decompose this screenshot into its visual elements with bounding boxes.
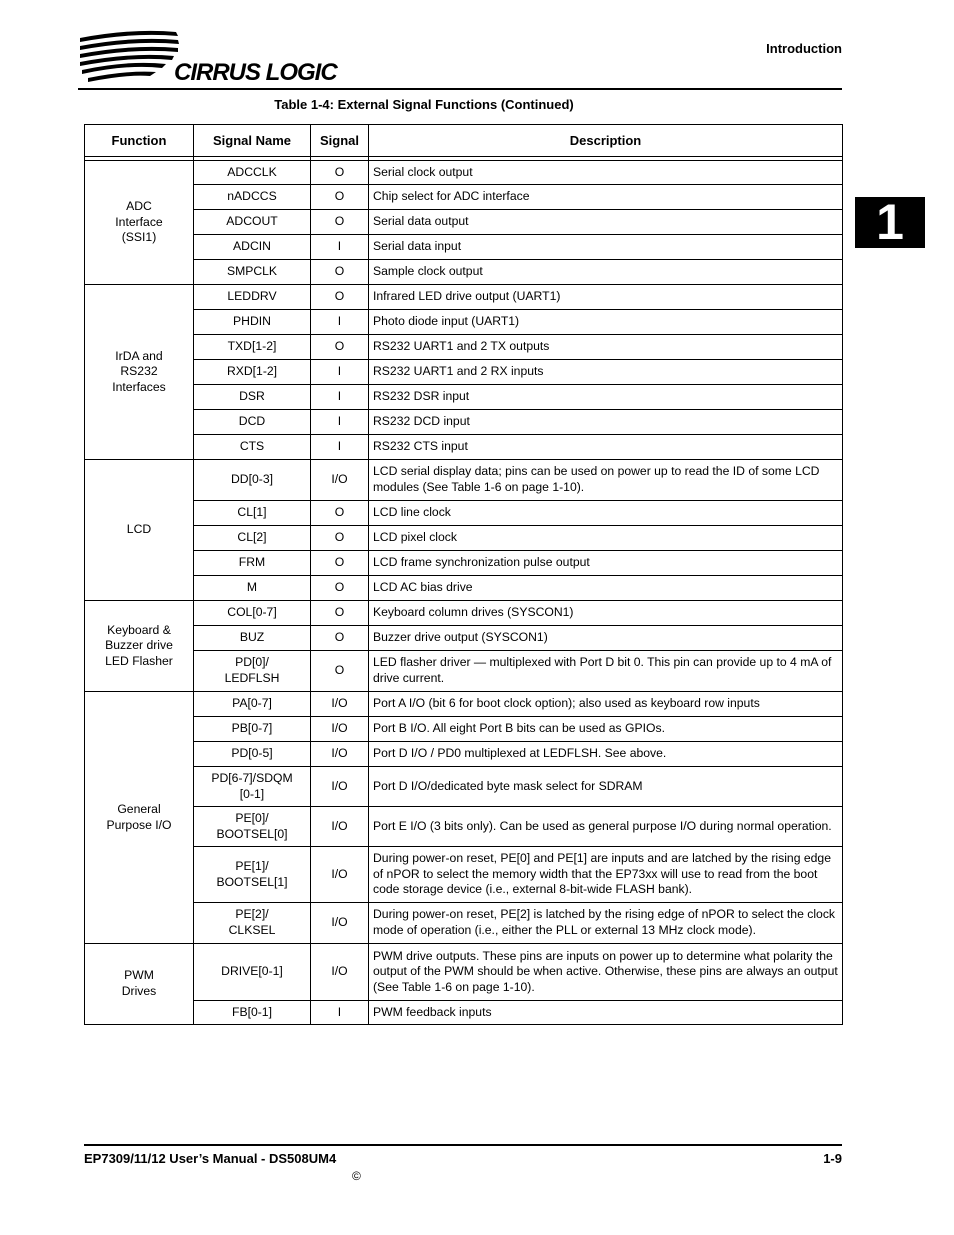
- table-header-row: [85, 125, 843, 157]
- signal-name-cell: PA[0-7]: [194, 692, 311, 717]
- signal-name-cell: ADCIN: [194, 235, 311, 260]
- description-cell: Sample clock output: [369, 260, 843, 285]
- description-cell: During power-on reset, PE[0] and PE[1] are inputs and are latched by the rising edge of nPOR to select the memory width that the EP73xx will use to read from the boot code storage device (i.e., external 8-bit-wide FLASH bank).: [369, 847, 843, 903]
- signal-name-cell: BUZ: [194, 626, 311, 651]
- description-cell: Serial data input: [369, 235, 843, 260]
- description-cell: LCD serial display data; pins can be used on power up to read the ID of some LCD modules (See Table 1-6 on page 1-10).: [369, 460, 843, 501]
- signal-direction-cell: O: [311, 501, 369, 526]
- table-row: [85, 385, 843, 410]
- table-row: [85, 651, 843, 692]
- description-cell: Infrared LED drive output (UART1): [369, 285, 843, 310]
- signal-name-cell: nADCCS: [194, 185, 311, 210]
- signal-direction-cell: O: [311, 601, 369, 626]
- external-signal-functions-table: [84, 124, 843, 1025]
- cirrus-logic-logo: [78, 28, 348, 86]
- signal-direction-cell: I/O: [311, 903, 369, 944]
- function-cell: LCD: [85, 460, 194, 601]
- signal-direction-cell: O: [311, 526, 369, 551]
- description-cell: Serial clock output: [369, 161, 843, 185]
- signal-name-cell: PE[2]/ CLKSEL: [194, 903, 311, 944]
- table-row: [85, 576, 843, 601]
- signal-name-cell: SMPCLK: [194, 260, 311, 285]
- table-row: [85, 944, 843, 1001]
- signal-direction-cell: I: [311, 410, 369, 435]
- column-header-signal: Signal: [311, 125, 369, 157]
- signal-name-cell: LEDDRV: [194, 285, 311, 310]
- signal-direction-cell: I/O: [311, 742, 369, 767]
- table-row: [85, 460, 843, 501]
- signal-direction-cell: O: [311, 285, 369, 310]
- signal-name-cell: CL[2]: [194, 526, 311, 551]
- table-row: [85, 310, 843, 335]
- signal-name-cell: PB[0-7]: [194, 717, 311, 742]
- description-cell: Buzzer drive output (SYSCON1): [369, 626, 843, 651]
- description-cell: Port A I/O (bit 6 for boot clock option); also used as keyboard row inputs: [369, 692, 843, 717]
- page-number: 1-9: [823, 1151, 842, 1166]
- table-row: [85, 285, 843, 310]
- signal-name-cell: ADCOUT: [194, 210, 311, 235]
- table-row: [85, 903, 843, 944]
- logo-swoosh-icon: [80, 31, 179, 82]
- signal-name-cell: PD[0]/ LEDFLSH: [194, 651, 311, 692]
- table-row: [85, 717, 843, 742]
- table-row: [85, 1001, 843, 1025]
- table-body: [85, 157, 843, 1025]
- signal-name-cell: PE[1]/ BOOTSEL[1]: [194, 847, 311, 903]
- signal-direction-cell: O: [311, 260, 369, 285]
- table-row: [85, 161, 843, 185]
- signal-name-cell: CL[1]: [194, 501, 311, 526]
- signal-name-cell: RXD[1-2]: [194, 360, 311, 385]
- signal-direction-cell: I/O: [311, 692, 369, 717]
- table-row: [85, 767, 843, 807]
- description-cell: PWM drive outputs. These pins are inputs on power up to determine what polarity the output of the PWM should be when active. Otherwise, these pins are always an output (See Table 1-6 on page 1-10).: [369, 944, 843, 1001]
- signal-direction-cell: O: [311, 210, 369, 235]
- table-row: [85, 626, 843, 651]
- signal-name-cell: CTS: [194, 435, 311, 460]
- signal-direction-cell: I: [311, 1001, 369, 1025]
- table-row: [85, 410, 843, 435]
- signal-name-cell: M: [194, 576, 311, 601]
- table-row: [85, 235, 843, 260]
- column-header-signal-name: Signal Name: [194, 125, 311, 157]
- chapter-tab: 1: [855, 197, 925, 248]
- table-title: Table 1-4: External Signal Functions (Continued): [274, 97, 574, 112]
- column-header-function: Function: [85, 125, 194, 157]
- table-row: [85, 210, 843, 235]
- table-row: [85, 335, 843, 360]
- table-row: [85, 360, 843, 385]
- description-cell: LED flasher driver — multiplexed with Port D bit 0. This pin can provide up to 4 mA of drive current.: [369, 651, 843, 692]
- description-cell: RS232 UART1 and 2 RX inputs: [369, 360, 843, 385]
- description-cell: LCD line clock: [369, 501, 843, 526]
- description-cell: Port D I/O/dedicated byte mask select for SDRAM: [369, 767, 843, 807]
- signal-direction-cell: I/O: [311, 807, 369, 847]
- signal-name-cell: DSR: [194, 385, 311, 410]
- signal-direction-cell: I/O: [311, 847, 369, 903]
- signal-direction-cell: I/O: [311, 460, 369, 501]
- signal-direction-cell: I: [311, 385, 369, 410]
- signal-name-cell: TXD[1-2]: [194, 335, 311, 360]
- table-row: [85, 601, 843, 626]
- function-cell: Keyboard & Buzzer drive LED Flasher: [85, 601, 194, 692]
- signal-name-cell: COL[0-7]: [194, 601, 311, 626]
- signal-direction-cell: O: [311, 551, 369, 576]
- description-cell: LCD pixel clock: [369, 526, 843, 551]
- description-cell: Photo diode input (UART1): [369, 310, 843, 335]
- description-cell: RS232 UART1 and 2 TX outputs: [369, 335, 843, 360]
- description-cell: Keyboard column drives (SYSCON1): [369, 601, 843, 626]
- description-cell: RS232 DSR input: [369, 385, 843, 410]
- signal-direction-cell: I: [311, 360, 369, 385]
- table-row: [85, 260, 843, 285]
- column-header-description: Description: [369, 125, 843, 157]
- description-cell: PWM feedback inputs: [369, 1001, 843, 1025]
- copyright-mark: ©: [352, 1169, 361, 1183]
- signal-name-cell: PD[0-5]: [194, 742, 311, 767]
- table-row: [85, 742, 843, 767]
- description-cell: Chip select for ADC interface: [369, 185, 843, 210]
- signal-direction-cell: I/O: [311, 767, 369, 807]
- signal-name-cell: FB[0-1]: [194, 1001, 311, 1025]
- signal-name-cell: PD[6-7]/SDQM [0-1]: [194, 767, 311, 807]
- description-cell: Port D I/O / PD0 multiplexed at LEDFLSH. See above.: [369, 742, 843, 767]
- function-cell: IrDA and RS232 Interfaces: [85, 285, 194, 460]
- description-cell: RS232 DCD input: [369, 410, 843, 435]
- table-row: [85, 185, 843, 210]
- description-cell: Port B I/O. All eight Port B bits can be used as GPIOs.: [369, 717, 843, 742]
- description-cell: LCD frame synchronization pulse output: [369, 551, 843, 576]
- description-cell: RS232 CTS input: [369, 435, 843, 460]
- signal-name-cell: DRIVE[0-1]: [194, 944, 311, 1001]
- function-cell: PWM Drives: [85, 944, 194, 1025]
- signal-name-cell: ADCCLK: [194, 161, 311, 185]
- signal-direction-cell: O: [311, 626, 369, 651]
- signal-direction-cell: I: [311, 435, 369, 460]
- signal-direction-cell: O: [311, 335, 369, 360]
- description-cell: LCD AC bias drive: [369, 576, 843, 601]
- signal-direction-cell: I: [311, 235, 369, 260]
- function-cell: General Purpose I/O: [85, 692, 194, 944]
- signal-name-cell: DCD: [194, 410, 311, 435]
- signal-direction-cell: O: [311, 185, 369, 210]
- table-row: [85, 692, 843, 717]
- description-cell: Port E I/O (3 bits only). Can be used as general purpose I/O during normal operation.: [369, 807, 843, 847]
- signal-name-cell: FRM: [194, 551, 311, 576]
- signal-direction-cell: O: [311, 576, 369, 601]
- signal-direction-cell: I: [311, 310, 369, 335]
- signal-name-cell: DD[0-3]: [194, 460, 311, 501]
- footer-divider: [84, 1144, 842, 1146]
- table-row: [85, 435, 843, 460]
- signal-direction-cell: O: [311, 161, 369, 185]
- table-row: [85, 807, 843, 847]
- signal-direction-cell: I/O: [311, 944, 369, 1001]
- table-row: [85, 551, 843, 576]
- function-cell: ADC Interface (SSI1): [85, 161, 194, 285]
- table-row: [85, 501, 843, 526]
- logo-text: CIRRUS LOGIC: [174, 59, 337, 86]
- signal-direction-cell: O: [311, 651, 369, 692]
- description-cell: Serial data output: [369, 210, 843, 235]
- table-row: [85, 526, 843, 551]
- section-title: Introduction: [766, 41, 842, 56]
- header-divider: [78, 88, 842, 90]
- signal-name-cell: PE[0]/ BOOTSEL[0]: [194, 807, 311, 847]
- manual-title: EP7309/11/12 User’s Manual - DS508UM4: [84, 1151, 337, 1166]
- table-row: [85, 847, 843, 903]
- description-cell: During power-on reset, PE[2] is latched by the rising edge of nPOR to select the clock mode of operation (i.e., either the PLL or external 13 MHz clock mode).: [369, 903, 843, 944]
- signal-name-cell: PHDIN: [194, 310, 311, 335]
- signal-direction-cell: I/O: [311, 717, 369, 742]
